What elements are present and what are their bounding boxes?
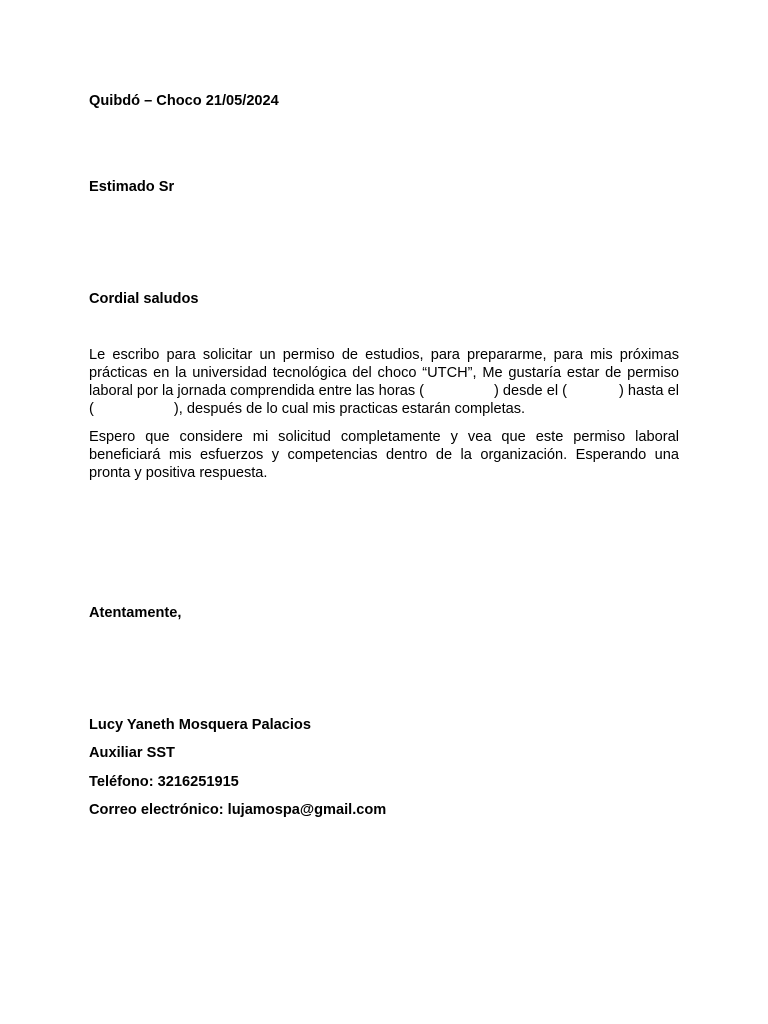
p1-line-3 — [89, 382, 679, 400]
body-paragraph-1 — [89, 346, 679, 418]
p1-line-2: prácticas en la universidad tecnológica del choco “UTCH”, Me gustaría estar de permiso — [89, 365, 679, 381]
p1-line-1: Le escribo para solicitar un permiso de estudios, para prepararme, para mis próximas — [89, 347, 679, 363]
p1-line-3-part-b: ) desde el ( — [493, 383, 567, 399]
p1-line-3-part-c: ) hasta el — [618, 383, 679, 399]
salutation: Estimado Sr — [89, 179, 175, 195]
signature-role: Auxiliar SST — [89, 745, 175, 761]
p2-line-2: beneficiará mis esfuerzos y competencias dentro de la organización. Esperando una — [89, 447, 679, 463]
p1-line-3-part-a: laboral por la jornada comprendida entre las horas ( — [89, 383, 425, 399]
p2-line-3: pronta y positiva respuesta. — [89, 465, 268, 481]
signature-name: Lucy Yaneth Mosquera Palacios — [89, 717, 311, 733]
from-blank — [573, 382, 613, 400]
body-paragraph-2 — [89, 428, 679, 482]
date-line: Quibdó – Choco 21/05/2024 — [89, 93, 279, 109]
p1-line-4-part-b: ), después de lo cual mis practicas estarán completas. — [173, 401, 526, 417]
signature-phone: Teléfono: 3216251915 — [89, 774, 239, 790]
p1-line-4 — [89, 400, 679, 418]
signature-email: Correo electrónico: lujamospa@gmail.com — [89, 802, 387, 818]
p1-line-4-part-a: ( — [89, 401, 94, 417]
p2-line-1: Espero que considere mi solicitud completamente y vea que este permiso laboral — [89, 429, 679, 445]
greeting: Cordial saludos — [89, 291, 199, 307]
closing: Atentamente, — [89, 605, 182, 621]
hours-blank — [430, 382, 488, 400]
